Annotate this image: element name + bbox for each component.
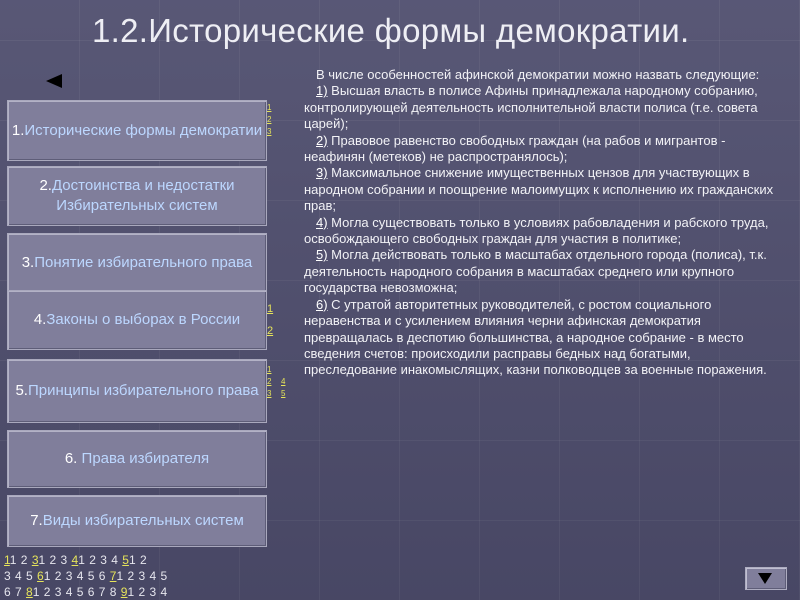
bottom-page-links bbox=[4, 552, 266, 600]
page-link[interactable]: 6 bbox=[37, 569, 44, 583]
point-text: Высшая власть в полисе Афины принадлежала народному собранию, контролирующей деятельность исполнительной власти полиса (т.е. совета царей); bbox=[304, 83, 758, 132]
page-link[interactable]: 8 bbox=[26, 585, 33, 599]
nav-item-4-sublinks bbox=[267, 300, 273, 340]
nav-item-label: Принципы избирательного права bbox=[27, 382, 259, 399]
bottom-links-line bbox=[4, 568, 266, 584]
page-link-text: 1 2 bbox=[9, 553, 32, 567]
page-link-text: 1 2 3 4 5 6 7 8 bbox=[32, 585, 121, 599]
sublink[interactable]: 2 bbox=[267, 325, 274, 337]
page-link-text: 1 2 3 4 bbox=[127, 585, 168, 599]
page-link-text: 1 2 bbox=[128, 553, 147, 567]
page-link[interactable]: 3 bbox=[31, 553, 39, 567]
nav-item-label: Понятие избирательного права bbox=[34, 253, 253, 271]
nav-item-number: 5. bbox=[15, 382, 28, 399]
nav-item-label: Права избирателя bbox=[81, 450, 210, 467]
page-link-text: 1 2 3 4 5 6 bbox=[43, 569, 110, 583]
bottom-links-line bbox=[4, 552, 266, 568]
point-item bbox=[304, 83, 780, 132]
page-title: 1.2.Исторические формы демократии. bbox=[92, 12, 690, 49]
point-number[interactable]: 6) bbox=[316, 296, 328, 312]
point-text: Могла существовать только в условиях рабовладения и рабского труда, освобождающего свободных граждан для участия в политике; bbox=[304, 214, 769, 247]
next-slide-button[interactable] bbox=[745, 567, 787, 590]
point-item bbox=[304, 133, 780, 166]
point-item bbox=[304, 215, 780, 248]
sublink[interactable]: 1 bbox=[267, 365, 272, 374]
nav-item-label: Виды избирательных систем bbox=[42, 512, 244, 529]
point-number[interactable]: 1) bbox=[316, 83, 328, 99]
sublink[interactable]: 3 bbox=[267, 127, 272, 136]
point-text: Могла действовать только в масштабах отдельного города (полиса), т.к. деятельность народного собрания в масштабах среднего или крупного государства невозможна; bbox=[304, 247, 767, 296]
nav-item-label: Законы о выборах в России bbox=[46, 311, 241, 328]
nav-item-5[interactable] bbox=[7, 359, 267, 423]
page-link-text: 1 2 3 4 bbox=[78, 553, 123, 567]
nav-item-number: 4. bbox=[33, 311, 47, 328]
point-number[interactable]: 5) bbox=[316, 247, 328, 263]
nav-item-1-sublinks bbox=[267, 102, 271, 138]
page-link-text: 6 7 bbox=[4, 585, 27, 599]
page-link[interactable]: 1 bbox=[4, 553, 10, 567]
intro-text: В числе особенностей афинской демократии можно назвать следующие: bbox=[316, 67, 760, 82]
page-link[interactable]: 9 bbox=[120, 585, 128, 599]
sublink[interactable]: 1 bbox=[267, 103, 272, 112]
sublink[interactable]: 5 bbox=[281, 389, 286, 398]
nav-item-5-sublinks-b bbox=[281, 376, 285, 400]
page-link[interactable]: 5 bbox=[122, 553, 129, 567]
point-text: С утратой авторитетных руководителей, с ростом социального неравенства и с усилением влияния черни афинская демократия превращалась в деспотию большинства, а народное собрание - в место сведения счетов: происходили расправы бедных над богатыми, преследование инакомыслящих, казни полководцев за военные поражения. bbox=[304, 296, 767, 378]
nav-item-number: 3. bbox=[21, 253, 35, 271]
nav-item-label: Достоинства и недостатки Избирательных систем bbox=[51, 177, 235, 214]
nav-item-2[interactable] bbox=[7, 166, 267, 226]
page-link-text: 3 4 5 bbox=[4, 569, 38, 583]
point-text: Правовое равенство свободных граждан (на рабов и мигрантов - неафинян (метеков) не распространялось); bbox=[304, 132, 726, 165]
sublink[interactable]: 1 bbox=[267, 303, 274, 315]
prev-slide-button[interactable] bbox=[46, 74, 62, 88]
nav-item-6[interactable] bbox=[7, 430, 267, 488]
content-text bbox=[304, 67, 780, 379]
sublink[interactable]: 2 bbox=[267, 115, 272, 124]
nav-item-5-sublinks-a bbox=[267, 364, 271, 400]
triangle-down-icon bbox=[758, 573, 772, 584]
nav-item-number: 6. bbox=[64, 450, 82, 467]
nav-item-7[interactable] bbox=[7, 495, 267, 547]
nav-item-number: 7. bbox=[30, 512, 43, 529]
bottom-links-line bbox=[4, 584, 266, 600]
nav-item-4[interactable] bbox=[7, 290, 267, 350]
page-link-text: 1 2 3 bbox=[38, 553, 72, 567]
point-item bbox=[304, 247, 780, 296]
nav-item-number: 2. bbox=[39, 177, 52, 194]
nav-item-number: 1. bbox=[11, 121, 25, 139]
point-item bbox=[304, 165, 780, 214]
point-number[interactable]: 3) bbox=[316, 165, 328, 181]
sublink[interactable]: 3 bbox=[267, 389, 272, 398]
point-number[interactable]: 2) bbox=[316, 132, 328, 148]
page-link[interactable]: 4 bbox=[71, 553, 79, 567]
point-text: Максимальное снижение имущественных цензов для участвующих в народном собрании и поощрение малоимущих к исполнению их гражданских прав; bbox=[304, 165, 774, 214]
page-link[interactable]: 7 bbox=[109, 569, 117, 583]
point-number[interactable]: 4) bbox=[316, 214, 328, 230]
sublink[interactable]: 2 bbox=[267, 377, 272, 386]
point-item bbox=[304, 297, 780, 379]
sublink[interactable]: 4 bbox=[281, 377, 286, 386]
nav-item-label: Исторические формы демократии bbox=[24, 121, 263, 139]
nav-item-3[interactable] bbox=[7, 233, 267, 292]
page-link-text: 1 2 3 4 5 bbox=[116, 569, 168, 583]
nav-item-1[interactable] bbox=[7, 100, 267, 161]
